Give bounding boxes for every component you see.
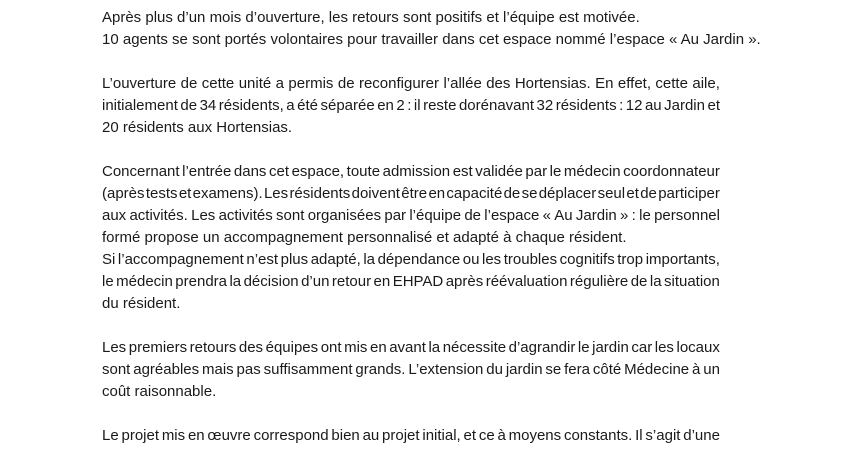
word: de [464, 207, 482, 224]
word: régulière [569, 273, 629, 290]
word: et [463, 427, 477, 444]
word: initial, [422, 427, 461, 444]
word: admission [382, 163, 451, 180]
text-line [102, 161, 720, 183]
word: bien [331, 427, 360, 444]
word: déplacer [538, 185, 597, 202]
word: l’accompagnement [117, 251, 244, 268]
word: cet [268, 163, 289, 180]
word: L’ouverture [102, 75, 177, 92]
word: le [639, 207, 651, 224]
word: l’équipe [409, 207, 462, 224]
word: de [640, 185, 657, 202]
word: médecin [563, 163, 621, 180]
word: reconfigurer [358, 75, 440, 92]
word: l’espace [484, 207, 540, 224]
word: : [619, 97, 624, 114]
text-line [102, 183, 720, 205]
word: en [428, 185, 446, 202]
word: d’agrandir [508, 339, 576, 356]
word: en [187, 427, 205, 444]
word: au [644, 97, 662, 114]
word: activités [218, 207, 273, 224]
word: a [275, 75, 284, 92]
text-line [102, 73, 720, 95]
word: pas [236, 361, 261, 378]
word: personnel [654, 207, 720, 224]
text-line: du résident. [102, 295, 181, 312]
paragraph-3 [102, 161, 720, 315]
text-line [102, 359, 720, 381]
word: unité [238, 75, 272, 92]
word: trop [617, 251, 644, 268]
word: après [445, 273, 484, 290]
word: de [337, 75, 355, 92]
text-line [102, 205, 720, 227]
word: effet, [617, 75, 651, 92]
text-line [102, 95, 720, 117]
word: côté [592, 361, 622, 378]
word: l’allée [443, 75, 482, 92]
word: 12 [625, 97, 643, 114]
word: le [577, 339, 590, 356]
word: sont [276, 207, 305, 224]
word: équipes [265, 339, 319, 356]
word: EHPAD [392, 273, 444, 290]
word: initialement [102, 97, 178, 114]
word: au [362, 427, 380, 444]
word: d’une [683, 427, 720, 444]
text-line [102, 271, 720, 293]
word: du [486, 361, 503, 378]
word: locaux [676, 339, 720, 356]
word: agréables [133, 361, 200, 378]
word: Les [102, 339, 127, 356]
text-line [102, 337, 720, 359]
text-line: Après plus d’un mois d’ouverture, les retours sont positifs et l’équipe est motivée. [102, 9, 640, 26]
word: plus [280, 251, 309, 268]
word: et [707, 97, 720, 114]
word: 34 [199, 97, 217, 114]
word: Le [102, 427, 119, 444]
word: troubles [503, 251, 558, 268]
word: Jardin [575, 207, 617, 224]
word: toute [346, 163, 381, 180]
word: adapté, [310, 251, 361, 268]
word: Il [635, 427, 643, 444]
word: projet [382, 427, 420, 444]
word: jardin [505, 361, 543, 378]
word: s’agit [645, 427, 681, 444]
word: de [630, 273, 648, 290]
word: capacité [446, 185, 503, 202]
word: des [238, 339, 264, 356]
paragraph-2 [102, 73, 720, 139]
word: la [649, 273, 662, 290]
word: médecin [116, 273, 173, 290]
word: à [692, 361, 701, 378]
word: fera [564, 361, 590, 378]
word: doivent [351, 185, 400, 202]
word: examens). [192, 185, 263, 202]
word: car [631, 339, 653, 356]
word: résidents, [218, 97, 284, 114]
word: cognitifs [559, 251, 615, 268]
word: cette [655, 75, 688, 92]
word: constants. [563, 427, 633, 444]
word: de [180, 97, 198, 114]
word: 2 [396, 97, 405, 114]
word: Les [263, 185, 289, 202]
word: espace, [291, 163, 345, 180]
word: Jardin [664, 97, 705, 114]
word: séparée [320, 97, 375, 114]
word: Au [554, 207, 573, 224]
word: mis [161, 427, 186, 444]
word: 32 [536, 97, 554, 114]
word: la [229, 273, 242, 290]
word: projet [121, 427, 160, 444]
word: « [542, 207, 551, 224]
word: à [497, 427, 506, 444]
word: il [413, 97, 421, 114]
text-line: coût raisonnable. [102, 383, 217, 400]
word: la [428, 339, 441, 356]
word: par [525, 163, 548, 180]
word: mais [202, 361, 234, 378]
word: résidents [555, 97, 617, 114]
word: n’est [246, 251, 279, 268]
word: œuvre [207, 427, 251, 444]
word: les [481, 251, 502, 268]
word: importants, [645, 251, 720, 268]
word: cette [201, 75, 235, 92]
word: mis [344, 339, 368, 356]
word: correspond [253, 427, 329, 444]
word: reste [423, 97, 457, 114]
word: la [363, 251, 376, 268]
text-line [102, 249, 720, 271]
paragraph-1 [102, 7, 761, 51]
word: Médecine [624, 361, 690, 378]
word: résidents [289, 185, 351, 202]
word: ce [478, 427, 495, 444]
word: être [401, 185, 428, 202]
word: de [503, 185, 521, 202]
word: le [549, 163, 562, 180]
word: dorénavant [458, 97, 535, 114]
word: a [286, 97, 295, 114]
word: Les [191, 207, 216, 224]
word: coordonnateur [623, 163, 720, 180]
word: validée [475, 163, 523, 180]
word: été [297, 97, 318, 114]
word: ou [462, 251, 480, 268]
word: ont [320, 339, 342, 356]
word: l’entrée [182, 163, 232, 180]
word: un [703, 361, 720, 378]
word: de [180, 75, 198, 92]
word: prendra [175, 273, 227, 290]
word: dépendance [377, 251, 461, 268]
word: tests [145, 185, 178, 202]
word: décision [243, 273, 299, 290]
word: Si [102, 251, 116, 268]
paragraph-4 [102, 337, 720, 403]
paragraph-5 [102, 425, 720, 447]
word: est [452, 163, 473, 180]
word: dans [233, 163, 267, 180]
document-page [102, 7, 761, 469]
word: » [620, 207, 629, 224]
word: en [377, 97, 394, 114]
word: par [384, 207, 407, 224]
word: nécessite [442, 339, 507, 356]
word: permis [288, 75, 334, 92]
word: et [626, 185, 639, 202]
word: organisées [307, 207, 382, 224]
word: situation [664, 273, 720, 290]
word: les [654, 339, 674, 356]
word: avant [389, 339, 426, 356]
text-line: formé propose un accompagnement personnalisé et adapté à chaque résident. [102, 229, 627, 246]
word: : [631, 207, 636, 224]
word: d’un [301, 273, 330, 290]
word: le [102, 273, 114, 290]
text-line [102, 425, 720, 447]
word: en [369, 339, 387, 356]
word: en [373, 273, 391, 290]
word: jardin [592, 339, 629, 356]
word: réévaluation [485, 273, 568, 290]
word: activités. [129, 207, 188, 224]
text-line: 10 agents se sont portés volontaires pour travailler dans cet espace nommé l’espace « Au Jardin ». [102, 31, 761, 48]
word: sont [102, 361, 131, 378]
word: retours [189, 339, 237, 356]
word: En [595, 75, 614, 92]
word: se [521, 185, 538, 202]
word: aile, [692, 75, 720, 92]
text-line: 20 résidents aux Hortensias. [102, 119, 293, 136]
word: des [486, 75, 511, 92]
word: premiers [128, 339, 188, 356]
word: participer [658, 185, 720, 202]
word: seul [597, 185, 626, 202]
word: grands. [355, 361, 406, 378]
word: se [545, 361, 562, 378]
word: L’extension [408, 361, 484, 378]
word: moyens [508, 427, 562, 444]
word: Concernant [102, 163, 180, 180]
word: retour [331, 273, 372, 290]
word: suffisamment [263, 361, 353, 378]
word: : [407, 97, 412, 114]
word: Hortensias. [514, 75, 591, 92]
word: et [178, 185, 192, 202]
word: (après [102, 185, 145, 202]
word: aux [102, 207, 127, 224]
